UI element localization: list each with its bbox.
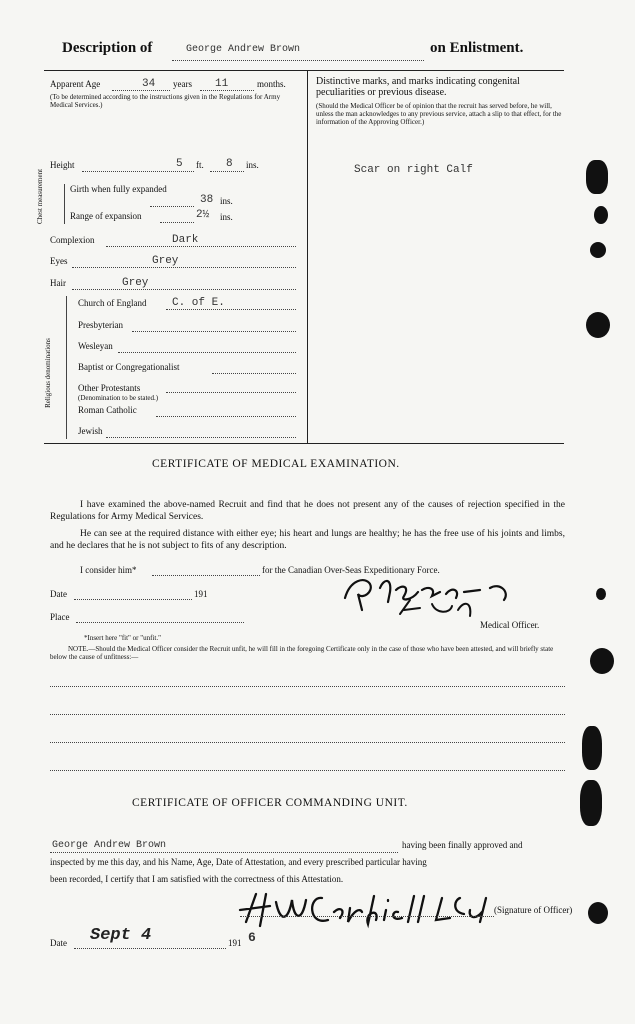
signature-of-officer-label: (Signature of Officer): [494, 905, 573, 915]
expansion-line: [160, 222, 194, 223]
medical-place-line: [76, 622, 244, 623]
commanding-text-line-3: been recorded, I certify that I am satisfied with the correctness of this Attestation.: [50, 874, 344, 884]
edge-mark: [590, 242, 606, 258]
marks-value: Scar on right Calf: [354, 164, 473, 176]
religion-roman-catholic: Roman Catholic: [78, 405, 137, 415]
commanding-date-value: Sept 4: [90, 926, 152, 945]
religion-label: Religious denominations: [44, 338, 52, 408]
religion-bracket: [66, 296, 67, 439]
medical-date-label: Date: [50, 589, 67, 599]
recruit-name: George Andrew Brown: [186, 44, 301, 55]
girth-value: 38: [200, 194, 214, 206]
marks-heading: Distinctive marks, and marks indicating congenital peculiarities or previous disease.: [316, 76, 520, 98]
column-divider: [307, 70, 308, 443]
height-in-line: [210, 171, 244, 172]
title-suffix: on Enlistment.: [430, 40, 524, 56]
years-label: years: [173, 79, 192, 89]
commanding-heading: CERTIFICATE OF OFFICER COMMANDING UNIT.: [132, 797, 408, 809]
religion-church-of-england: Church of England: [78, 298, 147, 308]
edge-mark: [580, 780, 602, 826]
religion-church-of-england-value: C. of E.: [172, 297, 225, 309]
religion-other: Other Protestants: [78, 383, 141, 393]
religion-presbyterian: Presbyterian: [78, 320, 123, 330]
baptist-line: [212, 373, 296, 374]
height-label: Height: [50, 160, 75, 170]
name-line: [172, 60, 424, 61]
unfitness-line-2: [50, 714, 565, 715]
consider-suffix: for the Canadian Over-Seas Expeditionary Force.: [262, 565, 440, 575]
consider-line: [152, 575, 260, 576]
religion-jewish: Jewish: [78, 426, 103, 436]
height-ins-label: ins.: [246, 160, 259, 170]
consider-prefix: I consider him*: [80, 565, 137, 575]
unfit-note: NOTE.—Should the Medical Officer consider the Recruit unfit, he will fill in the foregoing Certificate only in the case of those who have been attested, and will briefly state below the cause of unfitness:—: [50, 645, 554, 661]
marks-note: (Should the Medical Officer be of opinion that the recruit has served before, he will, unless the man acknowledges to any previous service, attach a slip to that effect, for the information of the Approving Officer.): [316, 102, 562, 126]
section-rule: [44, 443, 564, 444]
punch-hole: [590, 648, 614, 674]
girth-ins-label: ins.: [220, 196, 233, 206]
roman-catholic-line: [156, 416, 296, 417]
commanding-text-suffix: having been finally approved and: [402, 840, 523, 850]
age-months-value: 11: [215, 78, 229, 90]
chest-bracket: [64, 184, 65, 224]
expansion-label: Range of expansion: [70, 211, 142, 221]
commanding-recruit-name: George Andrew Brown: [52, 840, 167, 851]
unfitness-line-4: [50, 770, 565, 771]
expansion-value: 2½: [196, 209, 210, 221]
church-of-england-line: [166, 309, 296, 310]
girth-line: [150, 206, 194, 207]
insert-note: *Insert here "fit" or "unfit.": [84, 634, 161, 642]
edge-mark: [594, 206, 608, 224]
complexion-line: [106, 246, 296, 247]
medical-paragraph-2: He can see at the required distance with either eye; his heart and lungs are healthy; he has the free use of his joints and limbs, and he declares that he is not subject to fits of any description.: [50, 529, 565, 551]
expansion-ins-label: ins.: [220, 212, 233, 222]
commanding-text-line-2: inspected by me this day, and his Name, Age, Date of Attestation, and every prescribed particular having: [50, 857, 427, 867]
age-years-value: 34: [142, 78, 156, 90]
other-line: [166, 392, 296, 393]
months-label: months.: [257, 79, 286, 89]
age-label: Apparent Age: [50, 79, 101, 89]
commanding-date-line: [74, 948, 226, 949]
edge-mark: [582, 726, 602, 770]
punch-hole: [588, 902, 608, 924]
medical-paragraph-1: I have examined the above-named Recruit and find that he does not present any of the causes of rejection specified in the Regulations for Army Medical Services.: [50, 500, 565, 522]
commanding-date-label: Date: [50, 938, 67, 948]
height-ft-line: [82, 171, 194, 172]
edge-mark: [596, 588, 606, 600]
commanding-signature-line: [240, 916, 494, 917]
complexion-label: Complexion: [50, 235, 95, 245]
unfitness-line-3: [50, 742, 565, 743]
medical-date-line: [74, 599, 192, 600]
unfitness-line-1: [50, 686, 565, 687]
title-prefix: Description of: [62, 40, 153, 56]
religion-baptist: Baptist or Congregationalist: [78, 362, 180, 372]
wesleyan-line: [118, 352, 296, 353]
religion-other-note: (Denomination to be stated.): [78, 394, 159, 402]
medical-year-prefix: 191: [194, 589, 208, 599]
medical-officer-signature: [340, 570, 550, 622]
hair-label: Hair: [50, 278, 66, 288]
age-months-line: [200, 90, 254, 91]
commanding-year-prefix: 191: [228, 938, 242, 948]
eyes-value: Grey: [152, 255, 179, 267]
punch-hole: [586, 312, 610, 338]
age-note: (To be determined according to the instructions given in the Regulations for Army Medical Services.): [50, 93, 281, 109]
medical-heading: CERTIFICATE OF MEDICAL EXAMINATION.: [152, 458, 400, 470]
girth-label: Girth when fully expanded: [70, 184, 167, 194]
hair-line: [72, 289, 296, 290]
medical-officer-label: Medical Officer.: [480, 620, 540, 630]
presbyterian-line: [132, 331, 296, 332]
eyes-label: Eyes: [50, 256, 68, 266]
chest-label: Chest measurement: [36, 168, 44, 224]
commanding-year-suffix: 6: [248, 930, 256, 945]
hair-value: Grey: [122, 277, 149, 289]
jewish-line: [106, 437, 296, 438]
ft-label: ft.: [196, 160, 204, 170]
medical-place-label: Place: [50, 612, 70, 622]
height-ft-value: 5: [176, 158, 183, 170]
eyes-line: [72, 267, 296, 268]
commanding-officer-signature: [236, 882, 516, 938]
commanding-name-line: [50, 852, 398, 853]
religion-wesleyan: Wesleyan: [78, 341, 113, 351]
complexion-value: Dark: [172, 234, 199, 246]
top-rule: [44, 70, 564, 71]
height-in-value: 8: [226, 158, 233, 170]
age-years-line: [112, 90, 170, 91]
edge-mark: [586, 160, 608, 194]
